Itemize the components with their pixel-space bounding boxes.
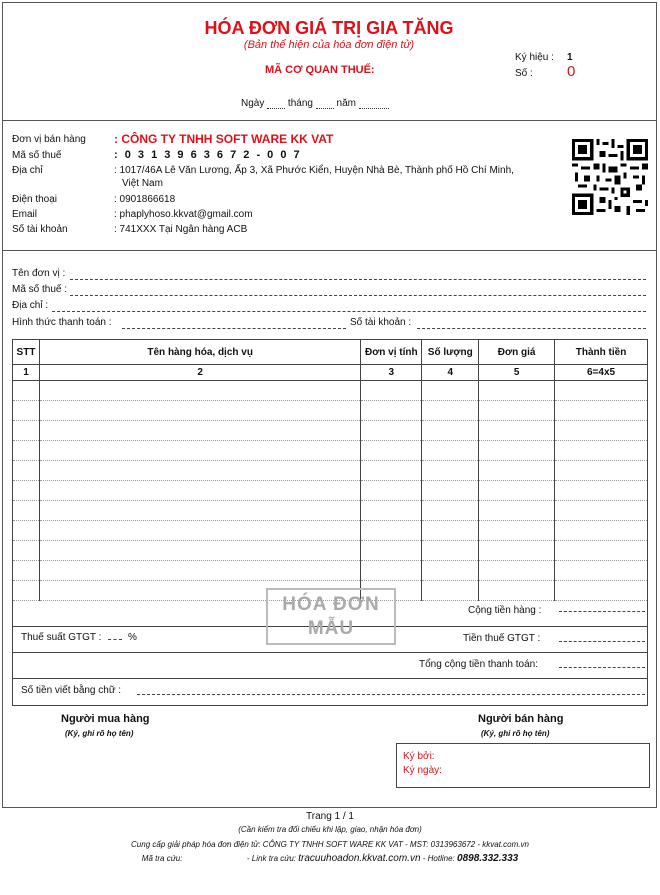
- grand-total-label: Tổng cộng tiền thanh toán:: [419, 659, 538, 670]
- provider-line: Cung cấp giải pháp hóa đơn điện tử: CÔNG TY TNHH SOFT WARE KK VAT - MST: 0313963672 - kkvat.com.vn: [131, 840, 529, 849]
- seller-unit-value: : CÔNG TY TNHH SOFT WARE KK VAT: [114, 132, 334, 146]
- table-cell: [39, 561, 360, 581]
- invoice-frame: [2, 2, 657, 808]
- table-cell: [361, 381, 422, 401]
- index-cell: 4: [422, 365, 479, 381]
- items-table: [12, 339, 648, 601]
- table-cell: [422, 421, 479, 441]
- table-cell: [555, 401, 648, 421]
- table-cell: [555, 421, 648, 441]
- hotline-label: - Hotline:: [422, 854, 455, 863]
- col-header-unit-price: Đơn giá: [479, 340, 555, 365]
- table-row: [13, 421, 648, 441]
- signed-date-label: Ký ngày:: [403, 765, 442, 776]
- table-cell: [13, 501, 40, 521]
- seller-unit-label: Đơn vị bán hàng: [12, 134, 86, 145]
- table-cell: [555, 561, 648, 581]
- buyer-address-line: [52, 311, 646, 312]
- table-cell: [479, 401, 555, 421]
- number-label: Số :: [515, 68, 533, 79]
- date-month-blank: [316, 98, 334, 109]
- table-cell: [13, 461, 40, 481]
- table-cell: [479, 521, 555, 541]
- table-cell: [422, 521, 479, 541]
- table-cell: [479, 481, 555, 501]
- seller-signature-title: Người bán hàng: [478, 713, 564, 725]
- table-row: [13, 541, 648, 561]
- table-cell: [422, 541, 479, 561]
- table-cell: [361, 541, 422, 561]
- buyer-tax-line: [70, 295, 646, 296]
- table-cell: [422, 461, 479, 481]
- date-day-blank: [267, 98, 285, 109]
- check-note: (Cần kiểm tra đối chiếu khi lập, giao, nhận hóa đơn): [238, 825, 422, 834]
- digital-signature-box: [396, 743, 650, 788]
- watermark-line1: HÓA ĐƠN: [282, 594, 380, 615]
- table-cell: [422, 381, 479, 401]
- index-cell: 1: [13, 365, 40, 381]
- col-header-unit: Đơn vị tính: [361, 340, 422, 365]
- table-row: [13, 441, 648, 461]
- index-cell: 6=4x5: [555, 365, 648, 381]
- table-cell: [361, 521, 422, 541]
- sample-watermark: [266, 588, 396, 645]
- symbol-value: 1: [567, 52, 573, 63]
- date-line: [241, 98, 389, 109]
- seller-address-label: Địa chỉ: [12, 165, 43, 176]
- index-cell: 2: [39, 365, 360, 381]
- col-header-item-name: Tên hàng hóa, dịch vụ: [39, 340, 360, 365]
- table-cell: [13, 421, 40, 441]
- table-cell: [361, 401, 422, 421]
- table-row: [13, 401, 648, 421]
- col-header-stt: STT: [13, 340, 40, 365]
- buyer-account-label: Số tài khoản :: [350, 317, 412, 328]
- table-cell: [13, 381, 40, 401]
- grand-total-row: [12, 653, 648, 679]
- buyer-unit-line: [70, 279, 646, 280]
- table-cell: [361, 421, 422, 441]
- subtotal-label: Cộng tiền hàng :: [468, 605, 542, 616]
- table-cell: [13, 581, 40, 601]
- in-words-label: Số tiền viết bằng chữ :: [21, 685, 122, 696]
- table-row: [13, 381, 648, 401]
- in-words-line: [137, 694, 645, 695]
- table-cell: [361, 561, 422, 581]
- table-cell: [39, 381, 360, 401]
- vat-rate-unit: %: [128, 632, 137, 643]
- table-cell: [479, 461, 555, 481]
- table-cell: [361, 481, 422, 501]
- table-cell: [39, 421, 360, 441]
- qr-code-icon: [572, 139, 648, 215]
- table-cell: [13, 541, 40, 561]
- table-cell: [13, 521, 40, 541]
- vat-rate-line: [108, 639, 122, 640]
- table-cell: [39, 401, 360, 421]
- symbol-label: Ký hiệu :: [515, 52, 554, 63]
- seller-tax-value: : 0 3 1 3 9 6 3 6 7 2 - 0 0 7: [114, 149, 302, 161]
- date-year-label: năm: [336, 98, 356, 109]
- table-cell: [422, 401, 479, 421]
- table-cell: [39, 541, 360, 561]
- seller-account-label: Số tài khoản: [12, 224, 68, 235]
- buyer-address-label: Địa chỉ :: [12, 300, 49, 311]
- table-cell: [39, 521, 360, 541]
- hotline-value: 0898.332.333: [457, 853, 519, 864]
- buyer-payment-label: Hình thức thanh toán :: [12, 317, 112, 328]
- table-cell: [422, 581, 479, 601]
- table-cell: [422, 441, 479, 461]
- table-cell: [39, 461, 360, 481]
- date-year-blank: [359, 98, 389, 109]
- table-cell: [39, 501, 360, 521]
- table-cell: [39, 441, 360, 461]
- watermark-line2: MẪU: [307, 618, 355, 639]
- vat-amount-line: [559, 641, 645, 642]
- date-month-label: tháng: [287, 98, 313, 109]
- table-cell: [479, 541, 555, 561]
- col-header-amount: Thành tiền: [555, 340, 648, 365]
- table-cell: [361, 461, 422, 481]
- lookup-line: [0, 853, 660, 864]
- buyer-payment-line: [122, 328, 346, 329]
- lookup-code-label: Mã tra cứu:: [141, 854, 183, 863]
- table-row: [13, 521, 648, 541]
- signed-by-label: Ký bởi:: [403, 751, 435, 762]
- lookup-link[interactable]: tracuuhoadon.kkvat.com.vn: [298, 853, 421, 864]
- buyer-signature-title: Người mua hàng: [61, 713, 150, 725]
- invoice-subtitle: (Bản thể hiện của hóa đơn điện tử): [243, 39, 415, 51]
- index-cell: 3: [361, 365, 422, 381]
- table-cell: [479, 421, 555, 441]
- buyer-tax-label: Mã số thuế :: [12, 284, 68, 295]
- table-cell: [422, 501, 479, 521]
- page-number: Trang 1 / 1: [306, 811, 354, 822]
- table-cell: [555, 521, 648, 541]
- table-cell: [479, 561, 555, 581]
- seller-address-line2: Việt Nam: [122, 178, 163, 189]
- seller-tax-label: Mã số thuế: [12, 150, 62, 161]
- date-day-label: Ngày: [241, 98, 265, 109]
- table-cell: [361, 441, 422, 461]
- seller-email-value: : phaplyhoso.kkvat@gmail.com: [114, 209, 253, 220]
- table-cell: [479, 441, 555, 461]
- table-cell: [555, 541, 648, 561]
- divider-header: [3, 120, 656, 121]
- table-row: [13, 481, 648, 501]
- table-cell: [13, 401, 40, 421]
- table-cell: [479, 501, 555, 521]
- grand-total-line: [559, 667, 645, 668]
- table-cell: [555, 461, 648, 481]
- seller-email-label: Email: [12, 209, 38, 220]
- table-cell: [555, 381, 648, 401]
- index-cell: 5: [479, 365, 555, 381]
- table-cell: [422, 561, 479, 581]
- divider-seller: [3, 250, 656, 251]
- vat-rate-label: Thuế suất GTGT :: [21, 632, 102, 643]
- tax-authority-code-label: MÃ CƠ QUAN THUẾ:: [265, 64, 375, 76]
- table-cell: [13, 441, 40, 461]
- table-row: [13, 461, 648, 481]
- seller-address-line1: : 1017/46A Lê Văn Lương, Ấp 3, Xã Phước Kiển, Huyện Nhà Bè, Thành phố Hồ Chí Minh,: [114, 165, 514, 176]
- table-row: [13, 501, 648, 521]
- invoice-title: HÓA ĐƠN GIÁ TRỊ GIA TĂNG: [204, 18, 454, 38]
- table-cell: [555, 441, 648, 461]
- table-cell: [13, 561, 40, 581]
- table-cell: [555, 501, 648, 521]
- table-row: [13, 561, 648, 581]
- seller-phone-label: Điện thoại: [12, 194, 58, 205]
- seller-signature-note: (Ký, ghi rõ họ tên): [481, 729, 550, 738]
- table-cell: [555, 481, 648, 501]
- number-value: 0: [567, 63, 576, 80]
- seller-account-value: : 741XXX Tại Ngân hàng ACB: [114, 224, 248, 235]
- table-cell: [422, 481, 479, 501]
- buyer-signature-note: (Ký, ghi rõ họ tên): [65, 729, 134, 738]
- lookup-link-label: - Link tra cứu:: [246, 854, 296, 863]
- vat-amount-label: Tiền thuế GTGT :: [463, 633, 541, 644]
- seller-phone-value: : 0901866618: [114, 194, 176, 205]
- table-cell: [13, 481, 40, 501]
- buyer-unit-label: Tên đơn vị :: [12, 268, 66, 279]
- table-cell: [479, 381, 555, 401]
- table-cell: [479, 581, 555, 601]
- subtotal-line: [559, 611, 645, 612]
- table-index-row: [13, 365, 648, 381]
- col-header-quantity: Số lượng: [422, 340, 479, 365]
- in-words-row: [12, 679, 648, 706]
- table-cell: [39, 481, 360, 501]
- buyer-account-line: [417, 328, 646, 329]
- table-header-row: [13, 340, 648, 365]
- table-cell: [361, 501, 422, 521]
- table-cell: [555, 581, 648, 601]
